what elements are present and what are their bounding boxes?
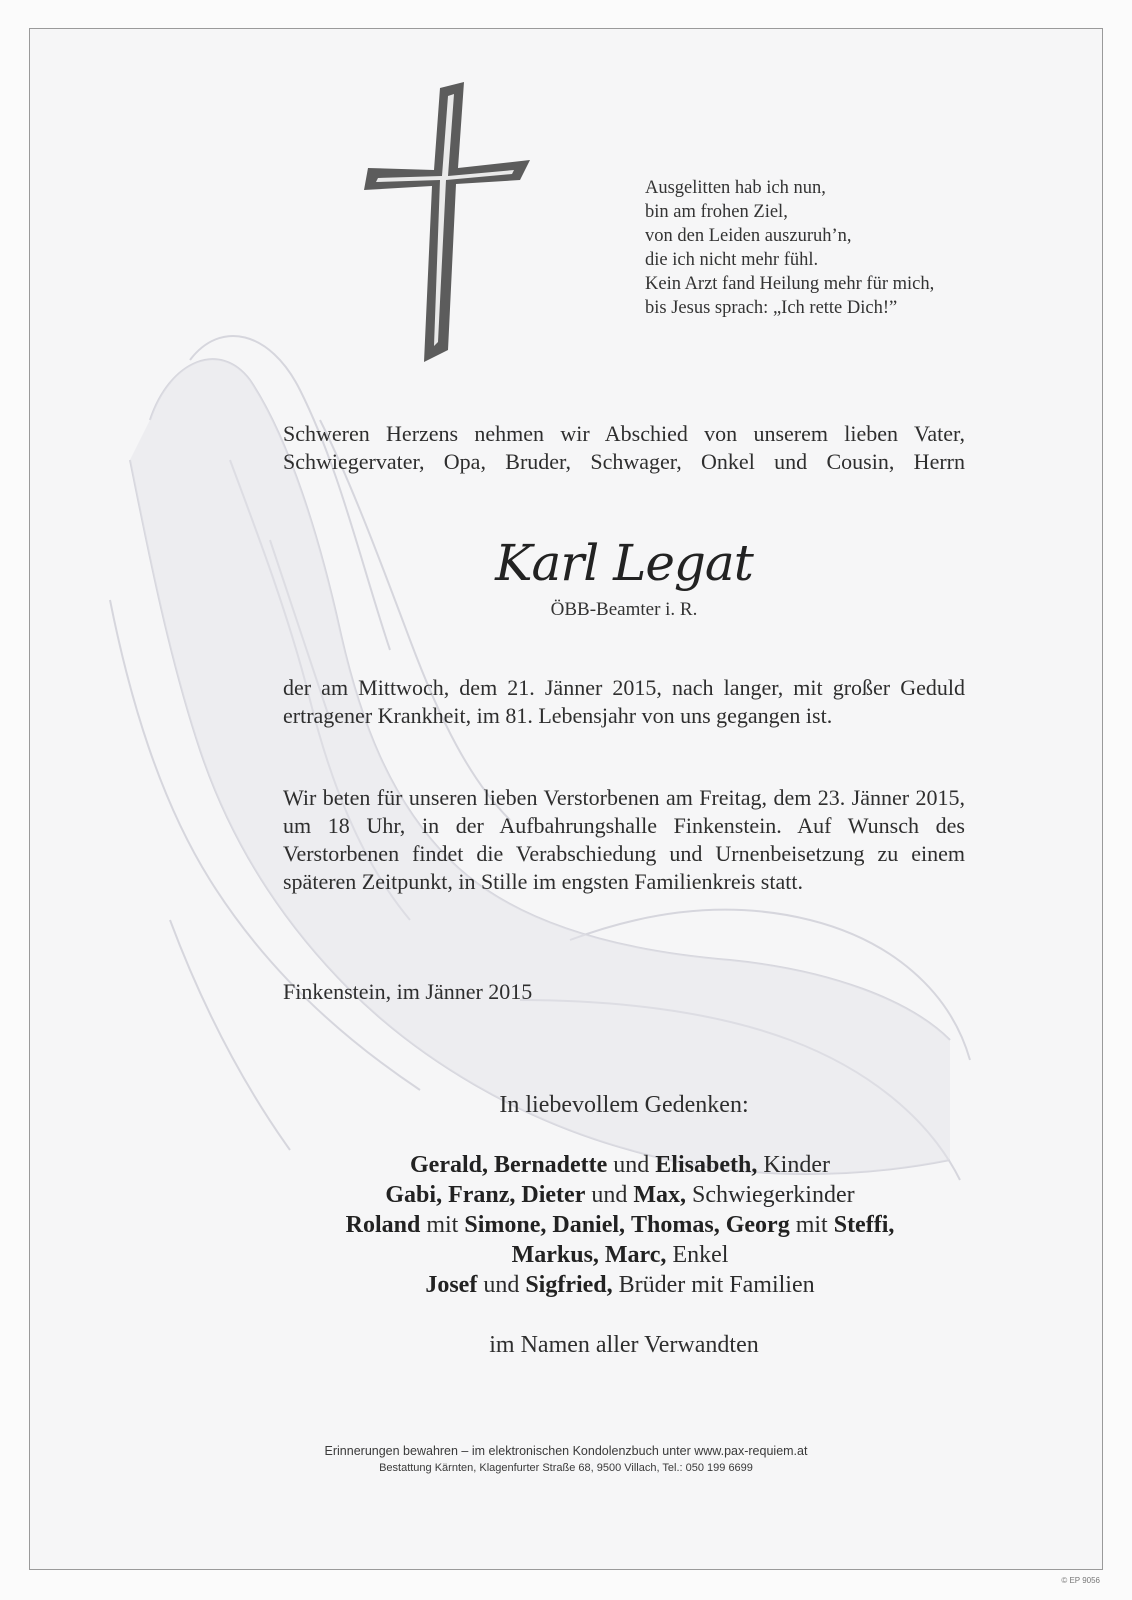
mourner-name: Josef [425, 1272, 478, 1298]
mourner-name: Daniel, [552, 1212, 626, 1238]
mourner-name: Gabi, [385, 1182, 443, 1208]
relation-text: Enkel [672, 1242, 729, 1268]
deceased-title: ÖBB-Beamter i. R. [550, 599, 698, 620]
mourner-name: Steffi, [833, 1212, 895, 1238]
intro-line: Schwiegervater, Opa, Bruder, Schwager, Onkel und Cousin, Herrn [283, 449, 965, 474]
poem-line: Kein Arzt fand Heilung mehr für mich, [645, 274, 935, 294]
mourner-name: Roland [345, 1212, 421, 1238]
mourner-name: Gerald, [410, 1152, 488, 1178]
mourner-name: Georg [725, 1212, 790, 1238]
mourners-line-children [170, 1150, 1070, 1180]
poem-line: von den Leiden auszuruh’n, [645, 226, 852, 246]
mourner-name: Dieter [521, 1182, 586, 1208]
mourners-list [170, 1150, 1070, 1300]
poem-line: die ich nicht mehr fühl. [645, 250, 819, 270]
mourner-name: Sigfried, [525, 1272, 613, 1298]
mourner-name: Markus, [511, 1242, 599, 1268]
cross-icon [362, 80, 530, 362]
intro-line: Schweren Herzens nehmen wir Abschied von unserem lieben Vater, [283, 421, 965, 446]
connector-text: mit [426, 1212, 459, 1238]
intro-text [283, 420, 965, 476]
relation-text: Kinder [763, 1152, 830, 1178]
connector-text: mit [795, 1212, 828, 1238]
mourners-line-brothers [170, 1270, 1070, 1300]
footer-condolence-note: Erinnerungen bewahren – im elektronischen Kondolenzbuch unter www.pax-requiem.at [324, 1444, 808, 1458]
mourners-line-grandchildren [170, 1210, 1070, 1240]
prayer-notice: Wir beten für unseren lieben Verstorbenen am Freitag, dem 23. Jänner 2015, um 18 Uhr, in der Aufbahrungshalle Finkenstein. Auf Wunsch des Verstorbenen findet die Verabschiedung und Urnenbeisetzung zu einem späteren Zeitpunkt, in Stille im engsten Familienkreis statt. [283, 785, 965, 894]
mourner-name: Thomas, [631, 1212, 720, 1238]
poem [645, 176, 1005, 320]
relation-text: Schwiegerkinder [692, 1182, 855, 1208]
death-notice: der am Mittwoch, dem 21. Jänner 2015, nach langer, mit großer Geduld ertragener Krankheit, im 81. Lebensjahr von uns gegangen ist. [283, 675, 965, 728]
mourner-name: Max, [633, 1182, 686, 1208]
mourner-name: Elisabeth, [655, 1152, 758, 1178]
connector-text: und [591, 1182, 628, 1208]
mourner-name: Marc, [604, 1242, 667, 1268]
relation-text: Brüder mit Familien [618, 1272, 815, 1298]
connector-text: und [613, 1152, 650, 1178]
footer-funeral-home: Bestattung Kärnten, Klagenfurter Straße 68, 9500 Villach, Tel.: 050 199 6699 [379, 1462, 753, 1474]
mourner-name: Simone, [464, 1212, 547, 1238]
mourners-line-in-laws [170, 1180, 1070, 1210]
deceased-name: Karl Legat [495, 534, 753, 592]
remembrance-heading: In liebevollem Gedenken: [499, 1092, 749, 1118]
mourner-name: Franz, [448, 1182, 516, 1208]
closing-line: im Namen aller Verwandten [489, 1332, 759, 1358]
connector-text: und [483, 1272, 520, 1298]
mourners-line-grandchildren-cont [170, 1240, 1070, 1270]
poem-line: bin am frohen Ziel, [645, 202, 788, 222]
mourner-name: Bernadette [494, 1152, 608, 1178]
poem-line: Ausgelitten hab ich nun, [645, 178, 826, 198]
place-date: Finkenstein, im Jänner 2015 [283, 979, 533, 1004]
poem-line: bis Jesus sprach: „Ich rette Dich!” [645, 298, 898, 318]
print-code: © EP 9056 [1061, 1576, 1100, 1585]
